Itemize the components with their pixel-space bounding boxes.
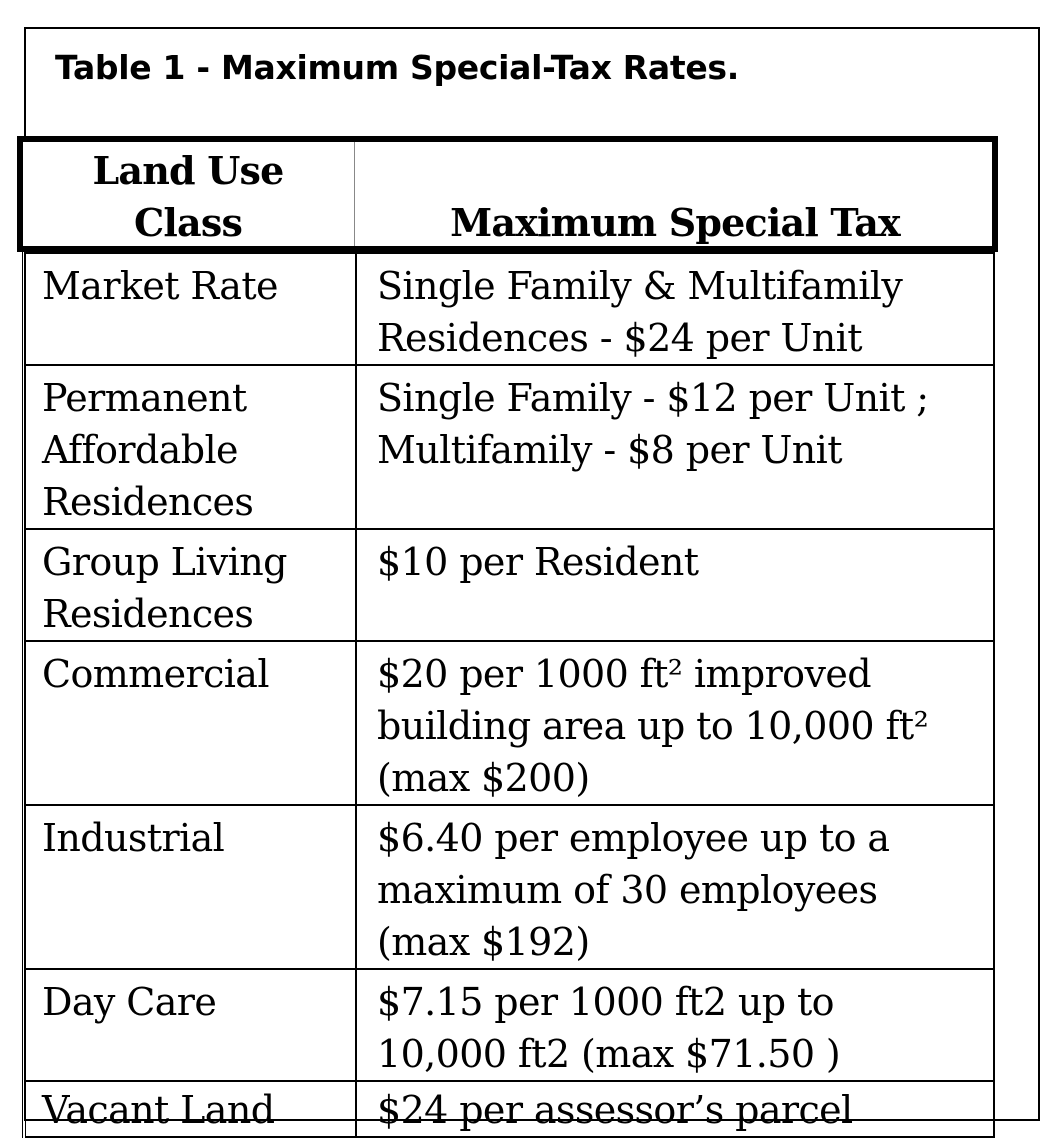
maximum-tax-cell — [356, 529, 994, 641]
maximum-tax-cell — [356, 365, 994, 529]
land-use-class-cell — [24, 805, 356, 969]
table-row — [24, 365, 994, 529]
land-use-class-text: Group Living — [42, 540, 287, 584]
maximum-tax-text: $20 per 1000 ft² improved — [377, 652, 871, 696]
header-land-use-class — [70, 145, 306, 249]
maximum-tax-text: Residences - $24 per Unit — [377, 316, 862, 360]
tax-rates-table — [22, 252, 995, 1138]
maximum-tax-cell — [356, 969, 994, 1081]
maximum-tax-text: $10 per Resident — [377, 540, 699, 584]
land-use-class-text: Industrial — [42, 816, 225, 860]
table-row — [24, 529, 994, 641]
maximum-tax-text: Single Family - $12 per Unit ; — [377, 376, 929, 420]
land-use-class-cell — [24, 529, 356, 641]
maximum-tax-text: maximum of 30 employees — [377, 868, 878, 912]
maximum-tax-text: $24 per assessor’s parcel — [377, 1088, 853, 1132]
maximum-tax-text: (max $192) — [377, 920, 590, 964]
table-row — [24, 969, 994, 1081]
maximum-tax-text: (max $200) — [377, 756, 590, 800]
land-use-class-text: Permanent — [42, 376, 247, 420]
maximum-tax-text: Multifamily - $8 per Unit — [377, 428, 842, 472]
maximum-tax-cell — [356, 641, 994, 805]
maximum-tax-text: $7.15 per 1000 ft2 up to — [377, 980, 834, 1024]
header-land-use-line1: Land Use — [92, 148, 284, 193]
maximum-tax-cell — [356, 253, 994, 365]
land-use-class-text: Commercial — [42, 652, 269, 696]
table-row — [24, 641, 994, 805]
land-use-class-cell — [24, 1081, 356, 1137]
maximum-tax-text: building area up to 10,000 ft² — [377, 704, 929, 748]
land-use-class-text: Residences — [42, 592, 254, 636]
maximum-tax-cell — [356, 805, 994, 969]
header-maximum-special-tax: Maximum Special Tax — [450, 200, 900, 245]
maximum-tax-text: Single Family & Multifamily — [377, 264, 903, 308]
land-use-class-cell — [24, 969, 356, 1081]
land-use-class-text: Market Rate — [42, 264, 278, 308]
land-use-class-text: Residences — [42, 480, 254, 524]
header-divider — [354, 142, 355, 246]
land-use-class-text: Vacant Land — [42, 1088, 275, 1132]
land-use-class-text: Day Care — [42, 980, 217, 1024]
land-use-class-cell — [24, 365, 356, 529]
table-row — [24, 253, 994, 365]
table-row — [24, 1081, 994, 1137]
table-row — [24, 805, 994, 969]
header-land-use-line2: Class — [133, 200, 243, 245]
land-use-class-cell — [24, 641, 356, 805]
maximum-tax-cell — [356, 1081, 994, 1137]
table-title: Table 1 - Maximum Special-Tax Rates. — [55, 48, 740, 87]
maximum-tax-text: 10,000 ft2 (max $71.50 ) — [377, 1032, 841, 1076]
land-use-class-cell — [24, 253, 356, 365]
maximum-tax-text: $6.40 per employee up to a — [377, 816, 890, 860]
land-use-class-text: Affordable — [42, 428, 238, 472]
